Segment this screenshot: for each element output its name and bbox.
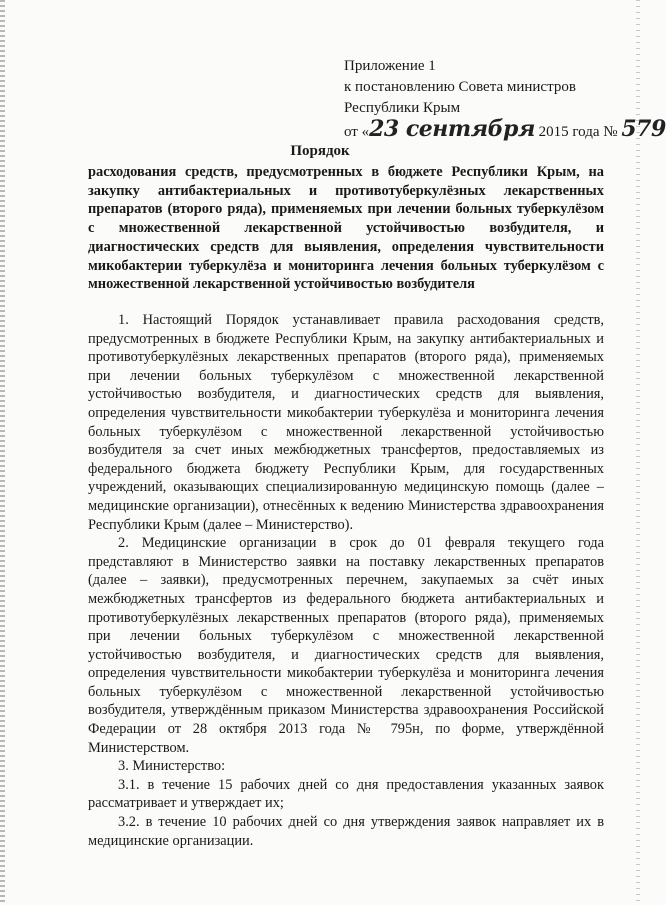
paragraph-2: 2. Медицинские организации в срок до 01 февраля текущего года представляют в Министерство заявки на поставку лекарственных препаратов (далее – заявки), предусмотренных перечнем, закупаемых за счёт иных межбюджетных трансфертов из федерального бюджета антибактериальных и противотуберкулёзных лекарственных препаратов (второго ряда), применяемых при лечении больных туберкулёзом с множественной лекарственной устойчивостью возбудителя, и диагностических средств для выявления, определения чувствительности микобактерии туберкулёза и мониторинга лечения больных туберкулёзом с множественной лекарственной устойчивостью возбудителя, утверждённым приказом Министерства здравоохранения Российской Федерации от 28 октября 2013 года № 795н, по форме, утверждённой Министерством. — [88, 535, 604, 756]
appendix-resolution-line: к постановлению Совета министров — [344, 79, 576, 95]
appendix-republic-line: Республики Крым — [344, 100, 461, 116]
document-title: Порядок — [290, 143, 350, 159]
date-year: 2015 года — [538, 124, 600, 140]
document-body — [88, 311, 604, 850]
scan-edge-left — [0, 0, 5, 905]
date-prefix: от « — [344, 124, 370, 140]
handwritten-date: 23 сентября — [369, 116, 535, 142]
appendix-block — [344, 56, 666, 143]
paragraph-3: 3. Министерство: — [118, 758, 226, 775]
appendix-title: Приложение 1 — [344, 58, 436, 74]
paragraph-3-2: 3.2. в течение 10 рабочих дней со дня утверждения заявок направляет их в медицинские организации. — [88, 814, 604, 849]
number-prefix: № — [603, 124, 618, 140]
paragraph-3-1: 3.1. в течение 15 рабочих дней со дня предоставления указанных заявок рассматривает и утверждает их; — [88, 776, 604, 812]
handwritten-number: 579 — [621, 116, 666, 142]
appendix-date-line — [344, 116, 666, 143]
document-heading: расходования средств, предусмотренных в бюджете Республики Крым, на закупку антибактериальных и противотуберкулёзных лекарственных препаратов (второго ряда), применяемых при лечении больных туберкулёзом с множественной лекарственной устойчивостью возбудителя, и диагностических средств для выявления, определения чувствительности микобактерии туберкулёза и мониторинга лечения больных туберкулёзом с множественной лекарственной устойчивостью возбудителя — [88, 164, 604, 293]
paragraph-1: 1. Настоящий Порядок устанавливает правила расходования средств, предусмотренных в бюджете Республики Крым, на закупку антибактериальных и противотуберкулёзных лекарственных препаратов (второго ряда), применяемых при лечении больных туберкулёзом с множественной лекарственной устойчивостью возбудителя, и диагностических средств для выявления, определения чувствительности микобактерии туберкулёза и мониторинга лечения больных туберкулёзом с множественной лекарственной устойчивостью возбудителя за счет иных межбюджетных трансфертов, предоставляемых из федерального бюджета бюджету Республики Крым, для государственных учреждений, оказывающих специализированную медицинскую помощь (далее – медицинские организации), отнесённых к ведению Министерства здравоохранения Республики Крым (далее – Министерство). — [88, 312, 604, 533]
